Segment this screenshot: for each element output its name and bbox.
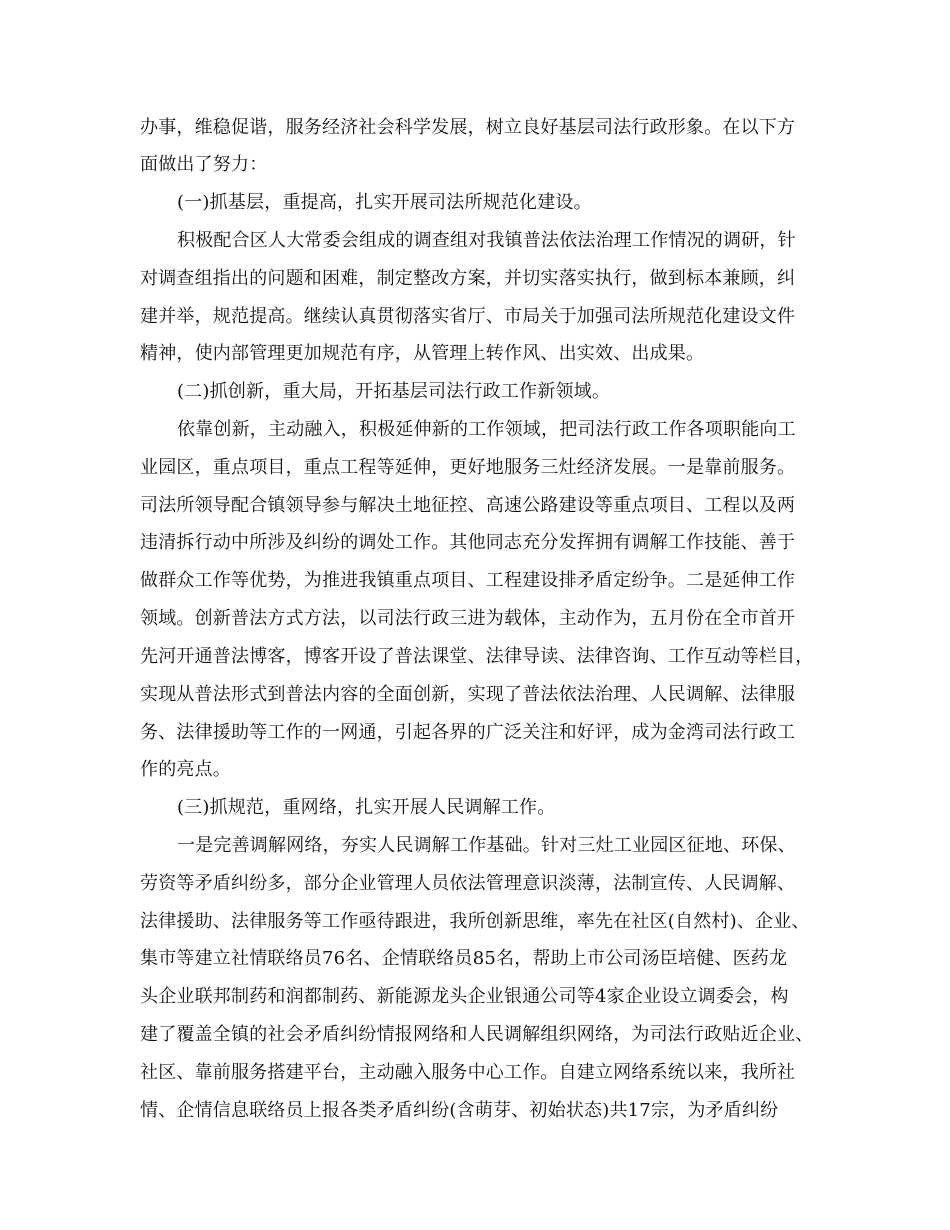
paragraph-line: 精神，使内部管理更加规范有序，从管理上转作风、出实效、出成果。	[140, 343, 705, 364]
section-heading: (二)抓创新，重大局，开拓基层司法行政工作新领域。	[177, 381, 611, 402]
paragraph-line: 建并举，规范提高。继续认真贯彻落实省厅、市局关于加强司法所规范化建设文件	[140, 306, 796, 327]
paragraph-line: 社区、靠前服务搭建平台，主动融入服务中心工作。自建立网络系统以来，我所社	[140, 1062, 796, 1083]
paragraph-line: 法律援助、法律服务等工作亟待跟进，我所创新思维，率先在社区(自然村)、企业、	[140, 911, 810, 932]
paragraph-line: 依靠创新，主动融入，积极延伸新的工作领域，把司法行政工作各项职能向工	[177, 419, 796, 440]
paragraph-line: 劳资等矛盾纠纷多，部分企业管理人员依法管理意识淡薄，法制宣传、人民调解、	[140, 873, 796, 894]
paragraph-line: 做群众工作等优势，为推进我镇重点项目、工程建设排矛盾定纷争。二是延伸工作	[140, 570, 796, 591]
paragraph-line: 积极配合区人大常委会组成的调查组对我镇普法依法治理工作情况的调研，针	[177, 230, 796, 251]
paragraph-line: 头企业联邦制药和润都制药、新能源龙头企业银通公司等4家企业设立调委会，构	[140, 986, 789, 1007]
paragraph-line: 一是完善调解网络，夯实人民调解工作基础。针对三灶工业园区征地、环保、	[177, 835, 796, 856]
paragraph-line: 面做出了努力：	[140, 154, 268, 175]
paragraph-line: 情、企情信息联络员上报各类矛盾纠纷(含萌芽、初始状态)共17宗，为矛盾纠纷	[140, 1100, 779, 1121]
paragraph-line: 集市等建立社情联络员76名、企情联络员85名，帮助上市公司汤臣培健、医药龙	[140, 948, 788, 969]
paragraph-line: 领域。创新普法方式方法，以司法行政三进为载体，主动作为，五月份在全市首开	[140, 608, 796, 629]
paragraph-line: 司法所领导配合镇领导参与解决土地征控、高速公路建设等重点项目、工程以及两	[140, 495, 796, 516]
paragraph-line: 建了覆盖全镇的社会矛盾纠纷情报网络和人民调解组织网络，为司法行政贴近企业、	[140, 1024, 814, 1045]
section-heading: (一)抓基层，重提高，扎实开展司法所规范化建设。	[177, 192, 592, 213]
paragraph-line: 业园区，重点项目，重点工程等延伸，更好地服务三灶经济发展。一是靠前服务。	[140, 457, 796, 478]
paragraph-line: 违清拆行动中所涉及纠纷的调处工作。其他同志充分发挥拥有调解工作技能、善于	[140, 532, 796, 553]
paragraph-line: 实现从普法形式到普法内容的全面创新，实现了普法依法治理、人民调解、法律服	[140, 684, 796, 705]
paragraph-line: 务、法律援助等工作的一网通，引起各界的广泛关注和好评，成为金湾司法行政工	[140, 722, 796, 743]
paragraph-line: 作的亮点。	[140, 759, 231, 780]
section-heading: (三)抓规范，重网络，扎实开展人民调解工作。	[177, 797, 556, 818]
paragraph-line: 对调查组指出的问题和困难，制定整改方案，并切实落实执行，做到标本兼顾，纠	[140, 268, 796, 289]
paragraph-line: 办事，维稳促谐，服务经济社会科学发展，树立良好基层司法行政形象。在以下方	[140, 117, 796, 138]
paragraph-line: 先河开通普法博客，博客开设了普法课堂、法律导读、法律咨询、工作互动等栏目，	[140, 646, 814, 667]
